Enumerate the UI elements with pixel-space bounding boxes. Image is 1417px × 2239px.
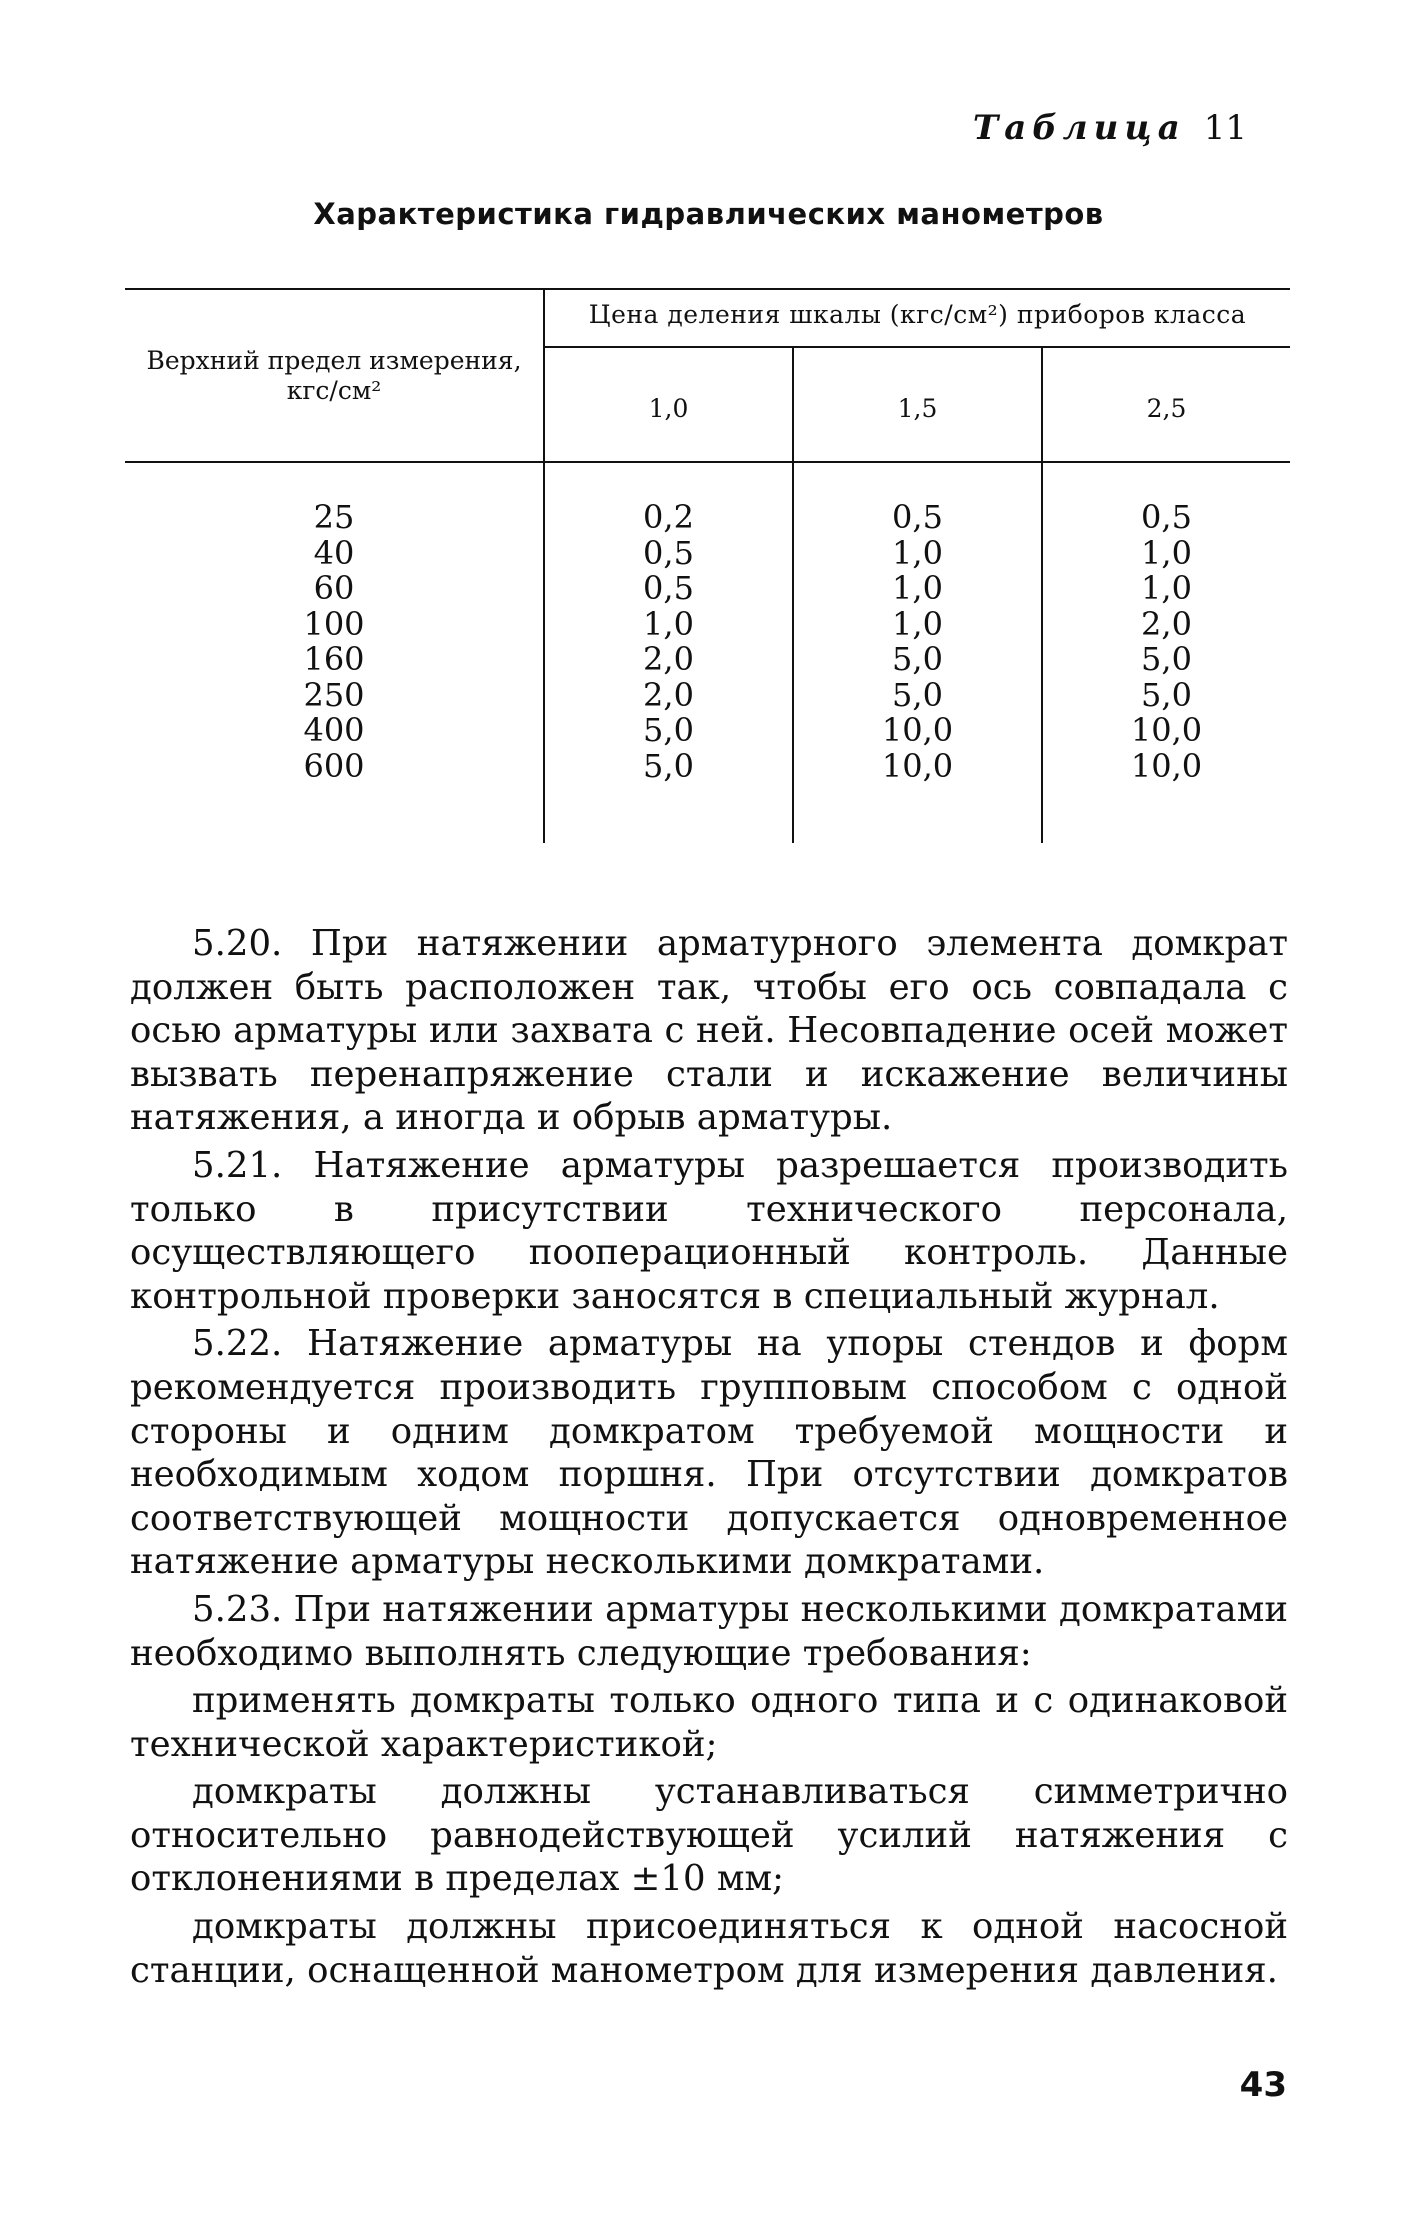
table-cell: 10,0 bbox=[881, 746, 954, 785]
table-title: Характеристика гидравлических манометров bbox=[313, 197, 1104, 231]
table-cell: 1,0 bbox=[892, 604, 943, 643]
header-class-1-5: 1,5 bbox=[897, 394, 938, 423]
table-cell: 1,0 bbox=[892, 569, 943, 607]
page-number: 43 bbox=[1239, 2065, 1287, 2105]
table-cell: 60 bbox=[313, 569, 355, 607]
table-cell: 5,0 bbox=[643, 746, 694, 785]
table-cell: 1,0 bbox=[1141, 533, 1192, 572]
column-class-1-0 bbox=[545, 500, 792, 784]
table-cell: 100 bbox=[303, 604, 365, 643]
gauge-table bbox=[125, 288, 1290, 843]
table-subheader-rule bbox=[545, 346, 1290, 348]
table-top-rule bbox=[125, 288, 1290, 290]
column-limits bbox=[125, 500, 543, 784]
table-cell: 0,5 bbox=[1141, 498, 1192, 536]
table-cell: 250 bbox=[303, 675, 365, 714]
paragraph-5-20: 5.20. При натяжении арматурного элемента домкрат должен быть расположен так, чтобы его ось совпадала с осью арматуры или захвата с ней. Несовпадение осей может вызвать перенапряжение стали и искажение величины натяжения, а иногда и обрыв арматуры. bbox=[130, 923, 1288, 1139]
table-cell: 10,0 bbox=[1130, 711, 1203, 749]
table-cell: 1,0 bbox=[643, 604, 694, 643]
table-cell: 2,0 bbox=[1141, 604, 1192, 643]
table-cell: 5,0 bbox=[643, 711, 694, 749]
header-measure-limit: Верхний предел измерения, кгс/см² bbox=[146, 346, 522, 405]
table-cell: 25 bbox=[313, 498, 355, 536]
table-cell: 1,0 bbox=[1141, 569, 1192, 607]
table-cell: 10,0 bbox=[881, 711, 954, 749]
header-scale-division: Цена деления шкалы (кгс/см²) приборов класса bbox=[588, 300, 1247, 329]
table-cell: 0,5 bbox=[643, 569, 694, 607]
paragraph-5-22: 5.22. Натяжение арматуры на упоры стендов и форм рекомендуется производить групповым способом с одной стороны и одним домкратом требуемой мощности и необходимым ходом поршня. При отсутствии домкратов соответствующей мощности допускается одновременное натяжение арматуры несколькими домкратами. bbox=[130, 1323, 1288, 1583]
table-cell: 600 bbox=[303, 746, 365, 785]
table-cell: 10,0 bbox=[1130, 746, 1203, 785]
table-cell: 5,0 bbox=[1141, 640, 1192, 678]
table-cell: 2,0 bbox=[643, 640, 694, 678]
column-class-1-5 bbox=[794, 500, 1041, 784]
header-class-2-5: 2,5 bbox=[1146, 394, 1187, 423]
table-cell: 400 bbox=[303, 711, 365, 749]
header-class-1-0: 1,0 bbox=[648, 394, 689, 423]
column-class-2-5 bbox=[1043, 500, 1290, 784]
table-cell: 1,0 bbox=[892, 533, 943, 572]
table-cell: 160 bbox=[303, 640, 365, 678]
table-label-word: Таблица bbox=[972, 108, 1186, 148]
table-cell: 2,0 bbox=[643, 675, 694, 714]
body-text bbox=[130, 922, 1288, 1996]
table-cell: 0,5 bbox=[643, 533, 694, 572]
requirement-item-1: применять домкраты только одного типа и с одинаковой технической характеристикой; bbox=[130, 1680, 1288, 1765]
requirement-item-2: домкраты должны устанавливаться симметрично относительно равнодействующей усилий натяжения с отклонениями в пределах ±10 мм; bbox=[130, 1771, 1288, 1900]
table-cell: 0,2 bbox=[643, 498, 694, 536]
paragraph-5-23: 5.23. При натяжении арматуры несколькими домкратами необходимо выполнять следующие требования: bbox=[130, 1588, 1288, 1674]
table-cell: 0,5 bbox=[892, 498, 943, 536]
table-number: 11 bbox=[1203, 108, 1247, 148]
table-cell: 5,0 bbox=[1141, 675, 1192, 714]
table-cell: 5,0 bbox=[892, 640, 943, 678]
table-cell: 5,0 bbox=[892, 675, 943, 714]
table-header-bottom-rule bbox=[125, 461, 1290, 463]
table-label bbox=[973, 108, 1247, 148]
paragraph-5-21: 5.21. Натяжение арматуры разрешается производить только в присутствии технического персонала, осуществляющего пооперационный контроль. Данные контрольной проверки заносятся в специальный журнал. bbox=[130, 1144, 1288, 1317]
table-cell: 40 bbox=[313, 533, 355, 572]
requirement-item-3: домкраты должны присоединяться к одной насосной станции, оснащенной манометром для измерения давления. bbox=[130, 1906, 1288, 1991]
